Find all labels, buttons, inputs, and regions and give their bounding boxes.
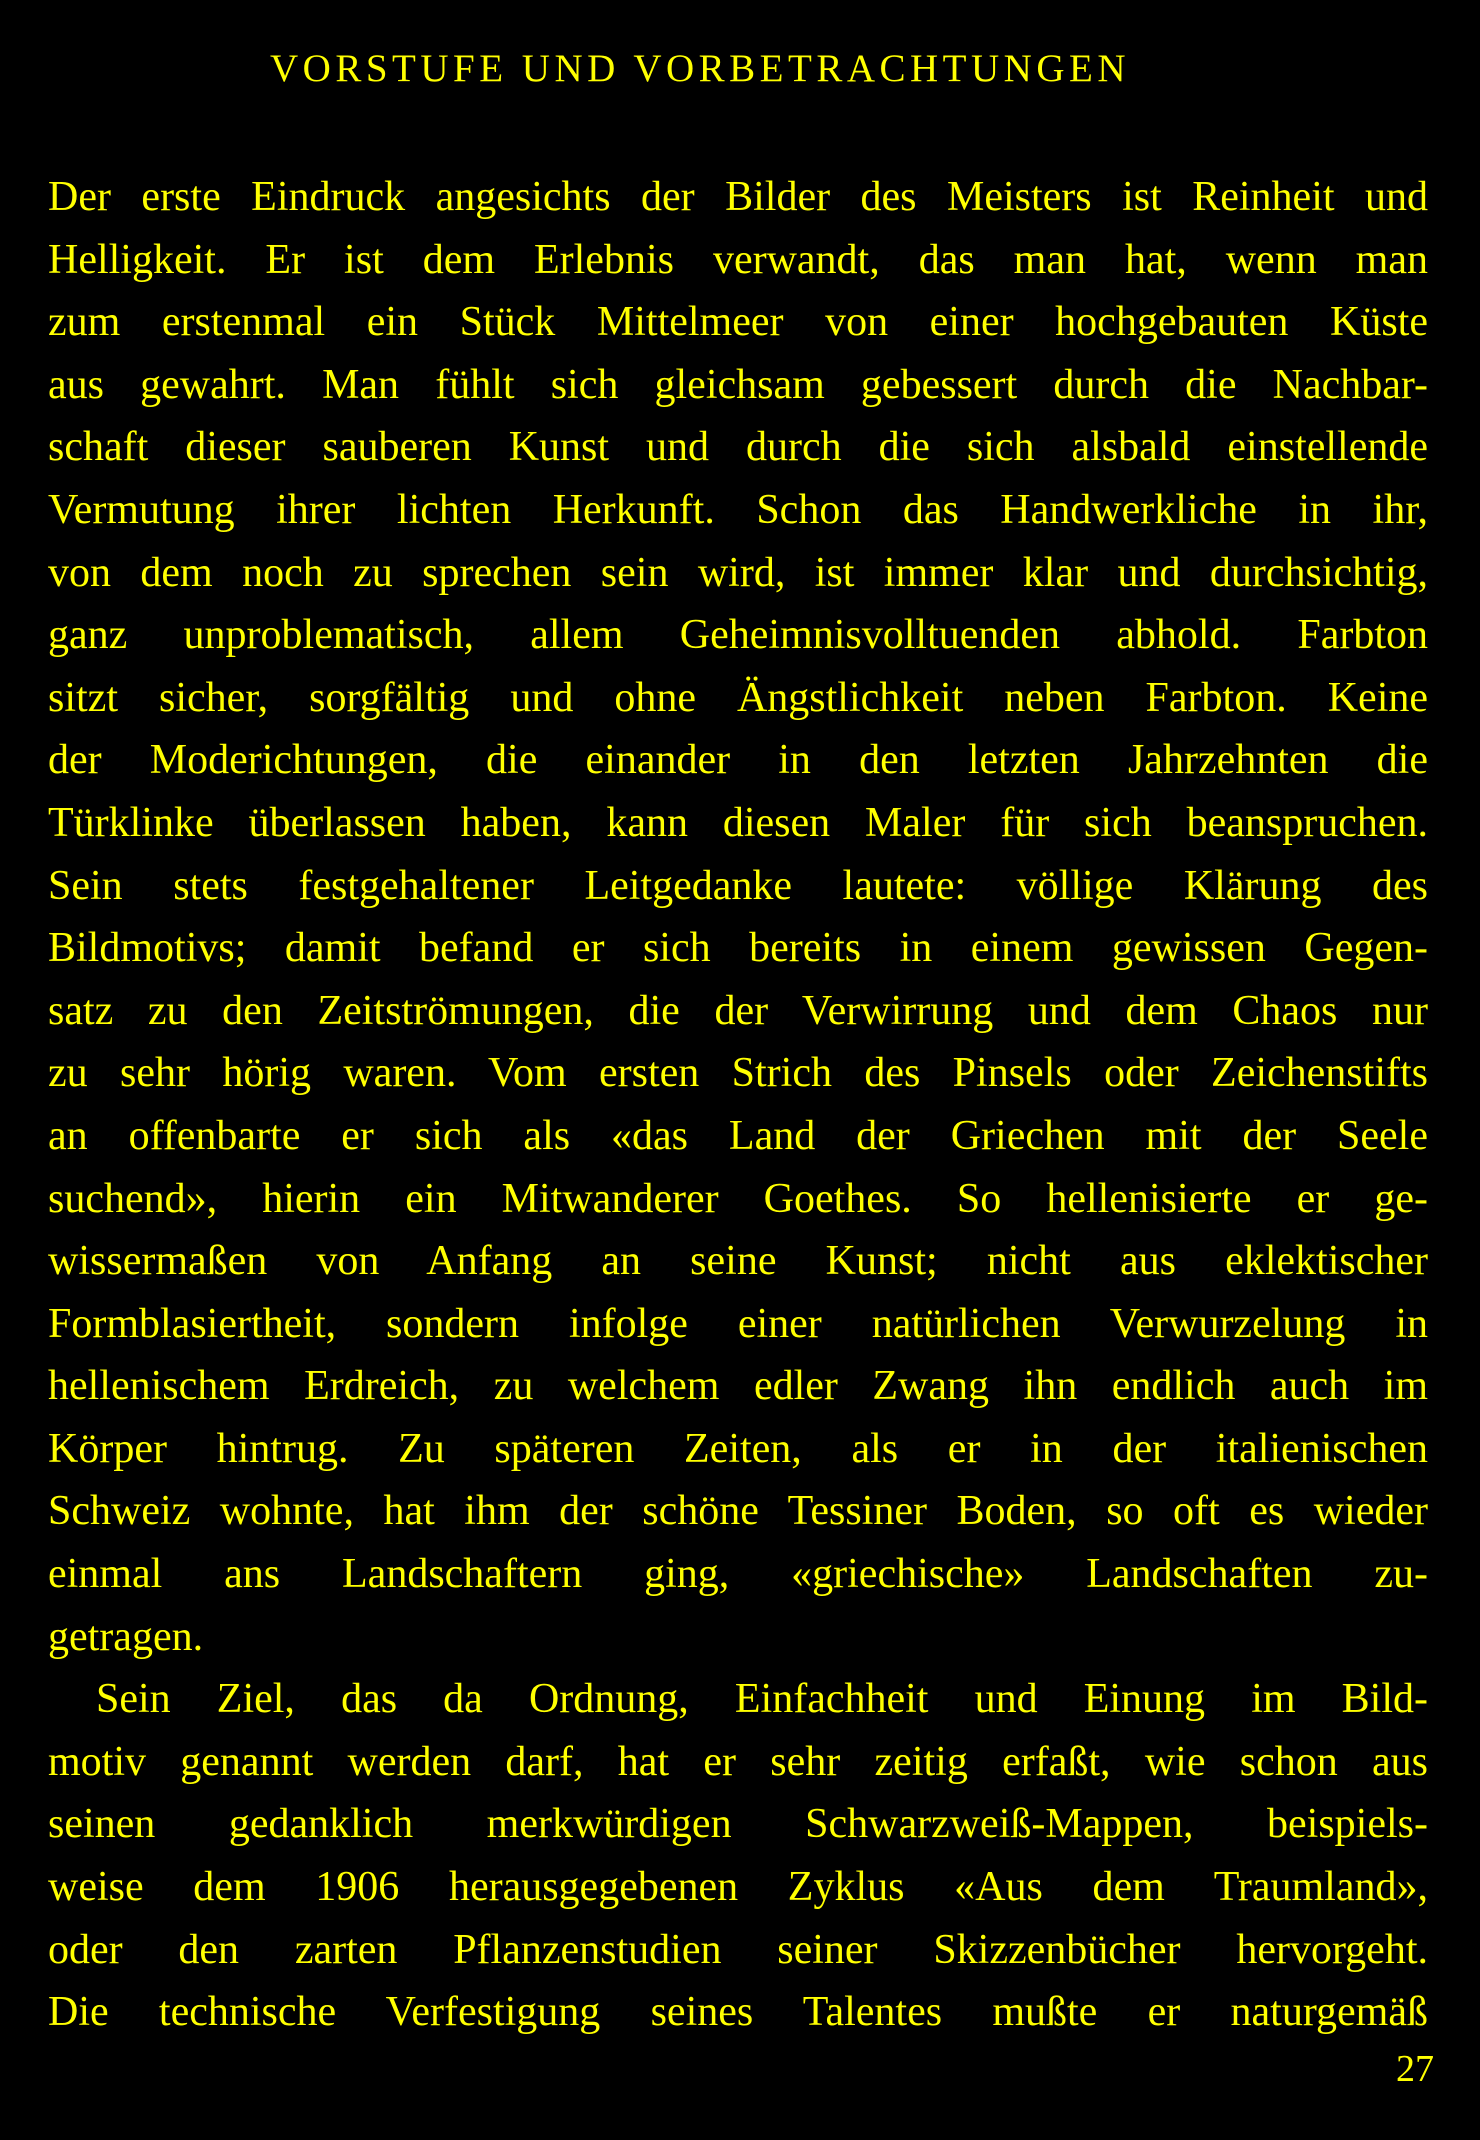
- text-line: Die technische Verfestigung seines Talentes mußte er naturgemäß: [48, 1989, 1428, 2036]
- text-line: schaft dieser sauberen Kunst und durch die sich alsbald einstellende: [48, 424, 1428, 471]
- text-line: suchend», hierin ein Mitwanderer Goethes. So hellenisierte er ge-: [48, 1175, 1428, 1222]
- text-line: Helligkeit. Er ist dem Erlebnis verwandt, das man hat, wenn man: [48, 236, 1428, 283]
- text-line: einmal ans Landschaftern ging, «griechische» Landschaften zu-: [48, 1551, 1428, 1598]
- text-line: an offenbarte er sich als «das Land der Griechen mit der Seele: [48, 1112, 1428, 1159]
- body-text: [48, 166, 1428, 2044]
- text-line: motiv genannt werden darf, hat er sehr zeitig erfaßt, wie schon aus: [48, 1738, 1428, 1785]
- text-line: Vermutung ihrer lichten Herkunft. Schon das Handwerkliche in ihr,: [48, 486, 1428, 533]
- page-number: 27: [1396, 2048, 1434, 2090]
- text-line: der Moderichtungen, die einander in den letzten Jahrzehnten die: [48, 737, 1428, 784]
- text-line: Sein stets festgehaltener Leitgedanke lautete: völlige Klärung des: [48, 862, 1428, 909]
- text-line: Schweiz wohnte, hat ihm der schöne Tessiner Boden, so oft es wieder: [48, 1488, 1428, 1535]
- text-line: weise dem 1906 herausgegebenen Zyklus «Aus dem Traumland»,: [48, 1864, 1428, 1911]
- text-line: Bildmotivs; damit befand er sich bereits in einem gewissen Gegen-: [48, 925, 1428, 972]
- text-line: hellenischem Erdreich, zu welchem edler Zwang ihn endlich auch im: [48, 1363, 1428, 1410]
- paragraph-2: [48, 1668, 1428, 2044]
- text-line: Körper hintrug. Zu späteren Zeiten, als er in der italienischen: [48, 1425, 1428, 1472]
- paragraph-1: [48, 166, 1428, 1668]
- text-line: Sein Ziel, das da Ordnung, Einfachheit und Einung im Bild-: [96, 1676, 1428, 1723]
- text-line: von dem noch zu sprechen sein wird, ist immer klar und durchsichtig,: [48, 549, 1428, 596]
- text-line: getragen.: [48, 1613, 204, 1660]
- text-line: seinen gedanklich merkwürdigen Schwarzweiß-Mappen, beispiels-: [48, 1801, 1428, 1848]
- text-line: Türklinke überlassen haben, kann diesen Maler für sich beanspruchen.: [48, 799, 1428, 846]
- text-line: zum erstenmal ein Stück Mittelmeer von einer hochgebauten Küste: [48, 299, 1428, 346]
- text-line: Der erste Eindruck angesichts der Bilder des Meisters ist Reinheit und: [48, 174, 1428, 220]
- running-head: VORSTUFE UND VORBETRACHTUNGEN: [270, 47, 1130, 90]
- text-line: aus gewahrt. Man fühlt sich gleichsam gebessert durch die Nachbar-: [48, 361, 1428, 408]
- text-line: ganz unproblematisch, allem Geheimnisvolltuenden abhold. Farbton: [48, 612, 1428, 659]
- text-line: satz zu den Zeitströmungen, die der Verwirrung und dem Chaos nur: [48, 987, 1428, 1034]
- text-line: wissermaßen von Anfang an seine Kunst; nicht aus eklektischer: [48, 1238, 1428, 1285]
- text-line: Formblasiertheit, sondern infolge einer natürlichen Verwurzelung in: [48, 1300, 1428, 1347]
- text-line: zu sehr hörig waren. Vom ersten Strich des Pinsels oder Zeichenstifts: [48, 1050, 1428, 1097]
- text-line: sitzt sicher, sorgfältig und ohne Ängstlichkeit neben Farbton. Keine: [48, 674, 1428, 721]
- text-line: oder den zarten Pflanzenstudien seiner Skizzenbücher hervorgeht.: [48, 1926, 1428, 1973]
